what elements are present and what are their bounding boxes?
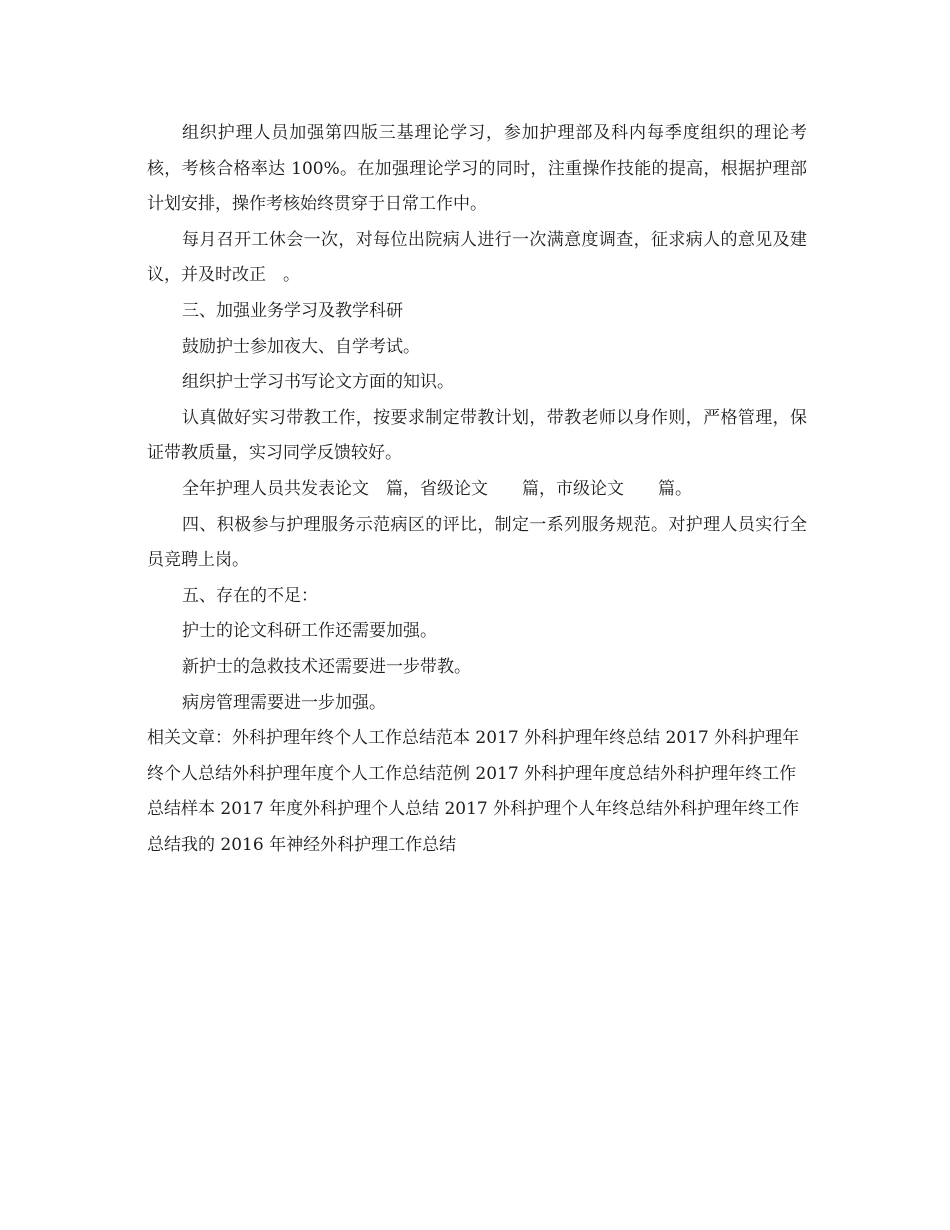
- paragraph-theory-study: 组织护理人员加强第四版三基理论学习，参加护理部及科内每季度组织的理论考核，考核合格率达 100%。在加强理论学习的同时，注重操作技能的提高，根据护理部计划安排，操作考核始终贯穿于日常工作中。: [147, 123, 807, 215]
- paragraph-paper-writing: 组织护士学习书写论文方面的知识。: [182, 372, 454, 393]
- paragraph-deficiency-emergency: 新护士的急救技术还需要进一步带教。: [182, 656, 471, 677]
- related-articles-text: 外科护理年终个人工作总结范本 2017 外科护理年终总结 2017 外科护理年终个人总结外科护理年度个人工作总结范例 2017 外科护理年度总结外科护理年终工作总结样本 2017 年度外科护理个人总结 2017 外科护理个人年终总结外科护理年终工作总结我的 2016 年神经外科护理工作总结: [147, 728, 800, 855]
- section-heading-5: 五、存在的不足：: [182, 585, 318, 606]
- paragraph-encourage-exam: 鼓励护士参加夜大、自学考试。: [182, 336, 420, 357]
- related-articles-label: 相关文章：: [147, 728, 232, 749]
- related-articles: [147, 721, 807, 863]
- paragraph-patient-survey: 每月召开工休会一次，对每位出院病人进行一次满意度调查，征求病人的意见及建议，并及时改正 。: [147, 229, 807, 286]
- section-heading-3: 三、加强业务学习及教学科研: [182, 300, 403, 321]
- document-body: [147, 116, 807, 863]
- paragraph-deficiency-ward: 病房管理需要进一步加强。: [182, 692, 386, 713]
- paragraph-publications: 全年护理人员共发表论文 篇，省级论文 篇，市级论文 篇。: [182, 478, 692, 499]
- section-heading-4: 四、积极参与护理服务示范病区的评比，制定一系列服务规范。对护理人员实行全员竞聘上岗。: [147, 514, 807, 571]
- paragraph-deficiency-research: 护士的论文科研工作还需要加强。: [182, 621, 437, 642]
- paragraph-internship-teaching: 认真做好实习带教工作，按要求制定带教计划，带教老师以身作则，严格管理，保证带教质量，实习同学反馈较好。: [147, 407, 807, 464]
